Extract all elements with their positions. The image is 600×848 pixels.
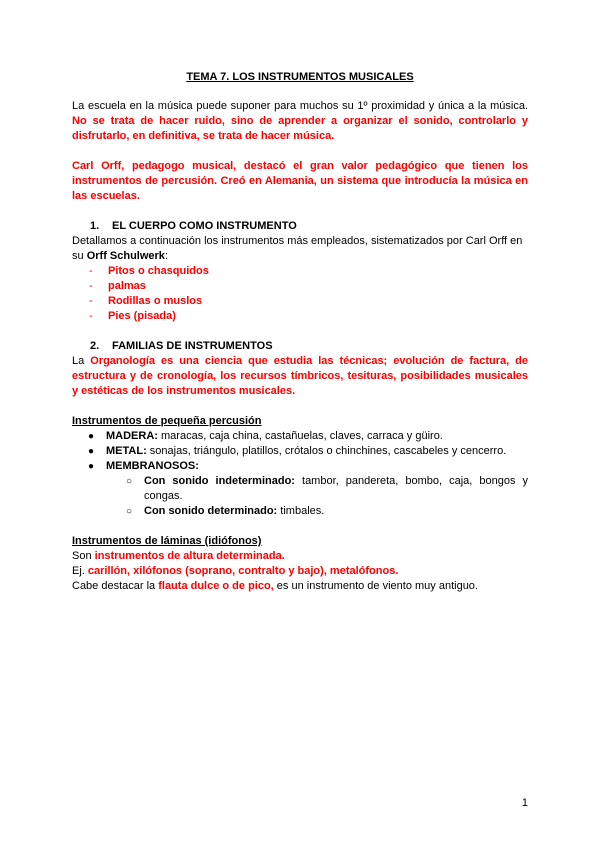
organologia-plain-text: La	[72, 355, 91, 367]
section2-number: 2.	[90, 340, 100, 352]
madera-label: MADERA:	[106, 430, 158, 442]
determinado-label: Con sonido determinado:	[144, 505, 278, 517]
list-item-text	[106, 429, 443, 444]
section2-title: FAMILIAS DE INSTRUMENTOS	[112, 340, 273, 352]
determinado-text: timbales.	[277, 505, 325, 517]
laminas-line-3	[72, 579, 528, 594]
spacer	[72, 519, 528, 534]
organologia-paragraph	[72, 354, 528, 399]
spacer	[72, 144, 528, 159]
laminas-heading: Instrumentos de láminas (idiófonos)	[72, 535, 262, 547]
list-item	[89, 264, 528, 279]
body-instruments-list	[72, 264, 528, 324]
page-number: 1	[521, 797, 528, 809]
list-item-madera	[88, 429, 528, 444]
indeterminado-text: tambor, pandereta, bombo, caja, bongos y congas.	[144, 475, 528, 502]
dash-marker: -	[89, 295, 93, 307]
list-item	[89, 279, 528, 294]
orff-paragraph: Carl Orff, pedagogo musical, destacó el gran valor pedagógico que tienen los instrumentos de percusión. Creó en Alemania, un sistema que introducía la música en las escuelas.	[72, 160, 528, 202]
laminas-line-2-red: carillón, xilófonos (soprano, contralto y bajo), metalófonos.	[87, 565, 399, 577]
dash-marker: -	[89, 280, 93, 292]
list-item-text	[144, 504, 528, 519]
membranosos-label: MEMBRANOSOS:	[106, 460, 199, 472]
circle-bullet-icon: ○	[126, 476, 133, 487]
document-page	[72, 70, 528, 594]
orff-schulwerk-term: Orff Schulwerk	[86, 250, 165, 262]
laminas-line-1-red: instrumentos de altura determinada.	[94, 550, 285, 562]
laminas-line-3-red: flauta dulce o de pico,	[158, 580, 274, 592]
madera-text: maracas, caja china, castañuelas, claves, carraca y güiro.	[157, 430, 443, 442]
bullet-icon: ●	[88, 461, 95, 472]
list-item-membranosos	[88, 459, 528, 474]
intro-paragraph	[72, 99, 528, 144]
section1-intro	[72, 234, 528, 264]
section1-colon: :	[164, 250, 168, 262]
intro-plain-text: La escuela en la música puede suponer para muchos su 1º proximidad y única a la música.	[72, 100, 528, 112]
section2-heading	[72, 339, 528, 354]
laminas-line-3-after: es un instrumento de viento muy antiguo.	[273, 580, 478, 592]
list-item	[89, 309, 528, 324]
bullet-icon: ●	[88, 431, 95, 442]
page-title: TEMA 7. LOS INSTRUMENTOS MUSICALES	[186, 71, 414, 83]
organologia-red-text: Organología es una ciencia que estudia las técnicas; evolución de factura, de estructura y de cronología, los recursos tímbricos, tesituras, posibilidades musicales y estéticas de los instrumentos musicales.	[72, 355, 528, 397]
indeterminado-label: Con sonido indeterminado:	[144, 475, 295, 487]
laminas-line-2	[72, 564, 528, 579]
list-item-text: Pies (pisada)	[108, 310, 176, 322]
list-item-text	[144, 474, 528, 504]
section1-heading	[72, 219, 528, 234]
circle-bullet-icon: ○	[126, 506, 133, 517]
list-item-text	[106, 444, 506, 459]
section1-number: 1.	[90, 220, 100, 232]
list-item	[89, 294, 528, 309]
laminas-line-1	[72, 549, 528, 564]
metal-text: sonajas, triángulo, platillos, crótalos o chinchines, cascabeles y cencerro.	[146, 445, 507, 457]
laminas-line-2-plain: Ej.	[72, 565, 88, 577]
list-item-text: Pitos o chasquidos	[108, 265, 209, 277]
dash-marker: -	[89, 265, 93, 277]
intro-red-text: No se trata de hacer ruido, sino de aprender a organizar el sonido, controlarlo y disfrutarlo, en definitiva, se trata de hacer música.	[72, 115, 528, 142]
list-item-text: palmas	[108, 280, 146, 292]
list-item-metal	[88, 444, 528, 459]
spacer	[72, 399, 528, 414]
spacer	[72, 204, 528, 219]
dash-marker: -	[89, 310, 93, 322]
laminas-line-3-plain: Cabe destacar la	[72, 580, 159, 592]
small-percussion-heading: Instrumentos de pequeña percusión	[72, 415, 262, 427]
section1-intro-text: Detallamos a continuación los instrumentos más empleados, sistematizados por Carl Orff en su	[72, 235, 523, 262]
bullet-icon: ●	[88, 446, 95, 457]
list-item-text: Rodillas o muslos	[108, 295, 203, 307]
section1-title: EL CUERPO COMO INSTRUMENTO	[112, 220, 297, 232]
list-item-determinado	[126, 504, 528, 519]
metal-label: METAL:	[106, 445, 147, 457]
spacer	[72, 324, 528, 339]
laminas-line-1-plain: Son	[72, 550, 95, 562]
membranosos-sublist	[72, 474, 528, 519]
list-item-indeterminado	[126, 474, 528, 504]
small-percussion-list	[72, 429, 528, 474]
